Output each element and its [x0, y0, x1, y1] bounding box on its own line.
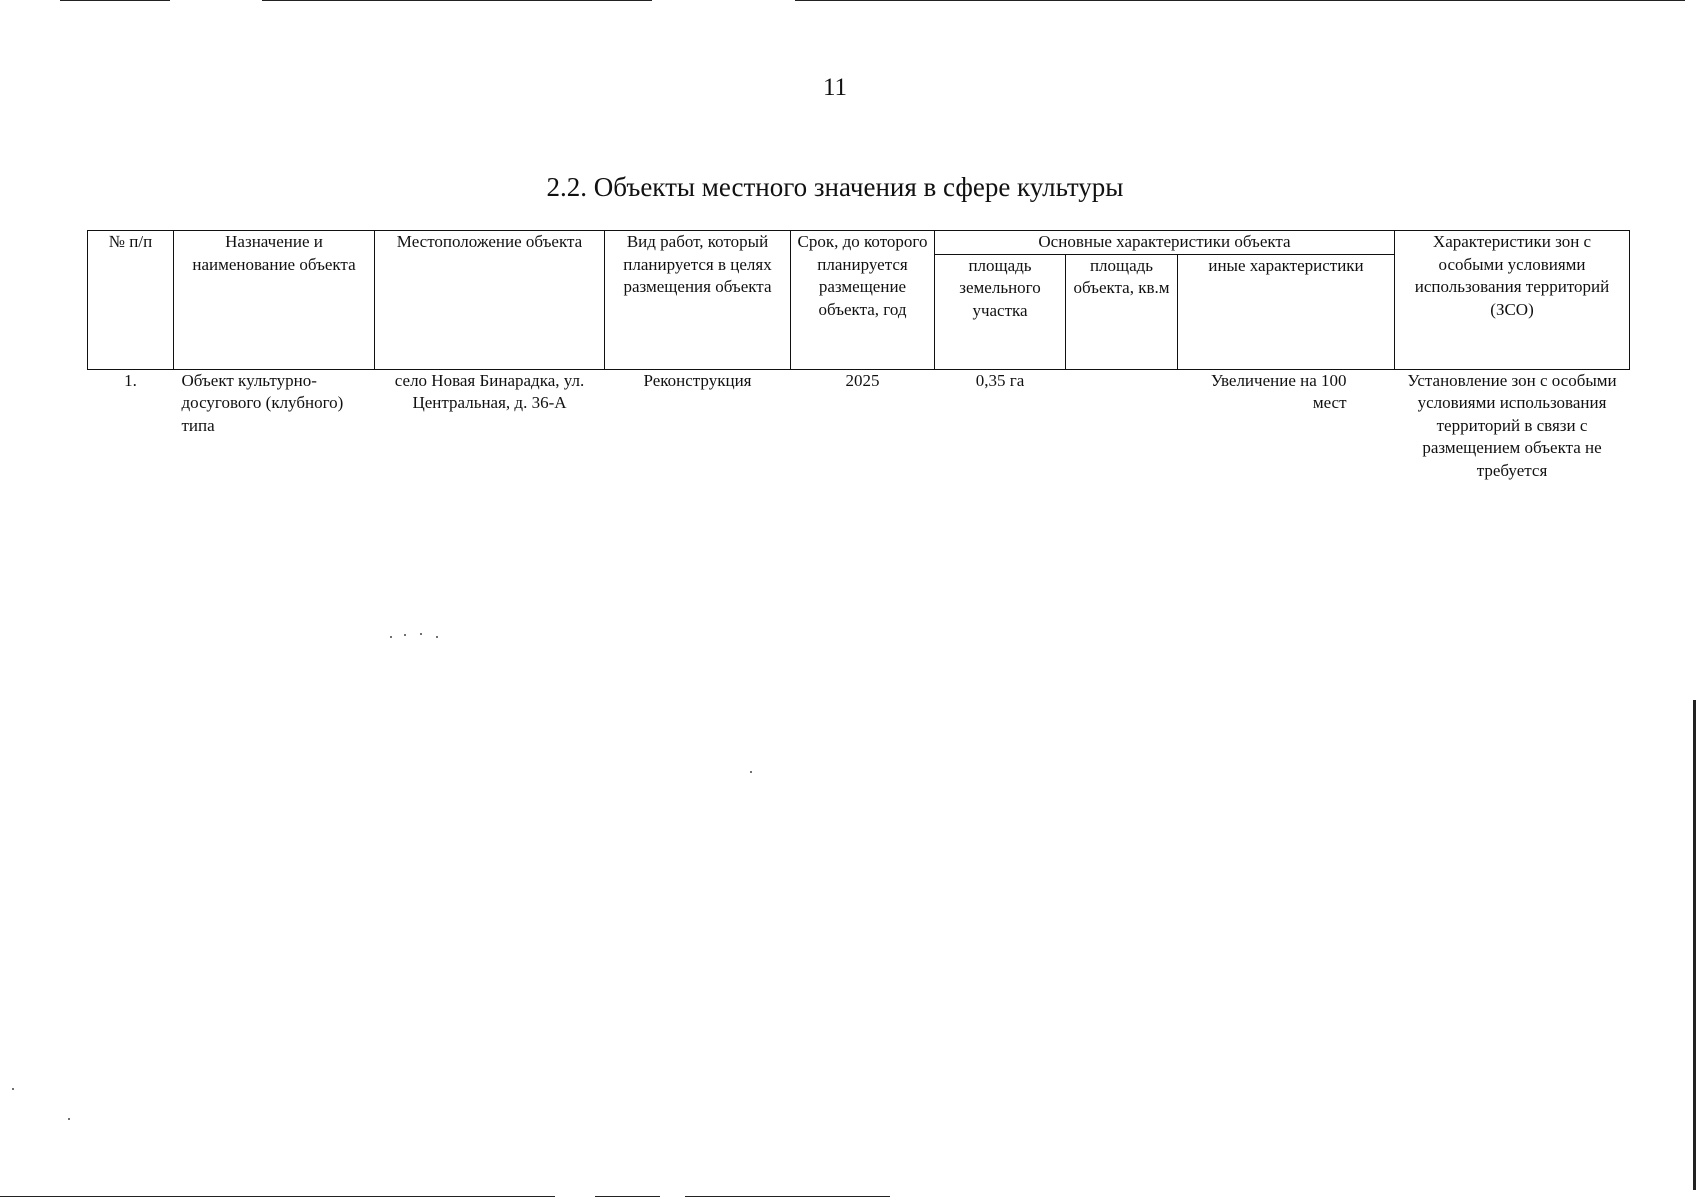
cell-num: 1.: [124, 370, 137, 390]
scan-border-top: [795, 0, 1685, 1]
scan-speck: [750, 771, 752, 773]
header-other-characteristics: иные характеристики: [1178, 254, 1395, 369]
header-num: № п/п: [88, 231, 174, 370]
header-land-area: площадь земельного участка: [935, 254, 1066, 369]
scan-border-top: [262, 0, 652, 1]
header-work-type: Вид работ, который планируется в целях размещения объекта: [605, 231, 791, 370]
header-main-characteristics: Основные характеристики объекта: [935, 231, 1395, 255]
cell-work-type: Реконструкция: [643, 370, 752, 390]
scan-border-bottom: [685, 1196, 890, 1197]
scan-speck: [420, 633, 422, 635]
header-purpose: Назначение и наименование объекта: [174, 231, 375, 370]
cell-object-area: [1066, 369, 1178, 482]
cell-deadline: 2025: [845, 370, 880, 390]
objects-table: [87, 230, 1630, 482]
scan-border-top: [60, 0, 170, 1]
cell-purpose: Объект культурно-досугового (клубного) типа: [181, 370, 344, 435]
header-deadline: Срок, до которого планируется размещение объекта, год: [791, 231, 935, 370]
scan-speck: [404, 634, 406, 636]
cell-zones: Установление зон с особыми условиями использования территорий в связи с размещением объекта не требуется: [1407, 370, 1617, 480]
scan-speck: [68, 1118, 70, 1120]
table-row: [88, 369, 1630, 482]
cell-location: село Новая Бинарадка, ул. Центральная, д. 36-А: [394, 370, 585, 412]
cell-other: Увеличение на 100 мест: [1210, 370, 1347, 412]
header-location: Местоположение объекта: [375, 231, 605, 370]
header-object-area: площадь объекта, кв.м: [1066, 254, 1178, 369]
header-zones: Характеристики зон с особыми условиями использования территорий (ЗСО): [1395, 231, 1630, 370]
scan-border-right: [1693, 700, 1696, 1190]
scan-border-bottom: [595, 1196, 660, 1197]
scan-speck: [436, 636, 438, 638]
section-title: 2.2. Объекты местного значения в сфере культуры: [546, 172, 1124, 202]
page-number: 11: [822, 74, 848, 101]
scan-speck: [390, 636, 392, 638]
scan-speck: [12, 1088, 14, 1090]
scan-border-bottom: [0, 1196, 555, 1197]
cell-land-area: 0,35 га: [975, 370, 1025, 390]
